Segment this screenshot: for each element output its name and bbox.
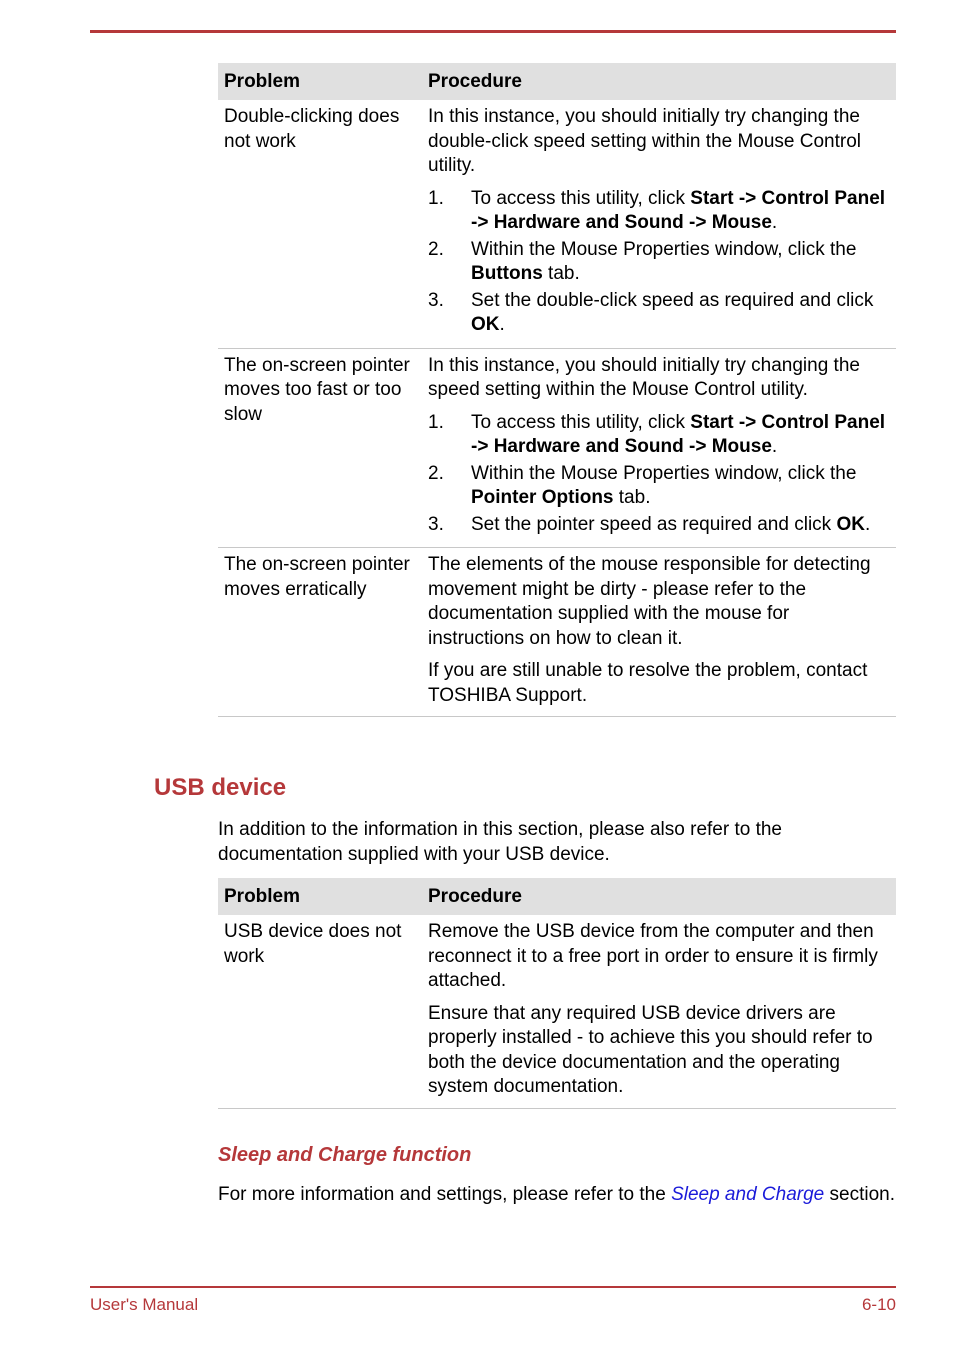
section-heading-usb-device: USB device	[154, 774, 287, 801]
procedure-cell	[422, 100, 896, 348]
step-text-end: .	[499, 314, 505, 335]
step-number: 3.	[428, 513, 444, 535]
sleep-text-end: section.	[824, 1184, 895, 1205]
subsection-heading-sleep-and-charge: Sleep and Charge function	[218, 1144, 472, 1166]
table-row	[218, 548, 896, 717]
table-row	[218, 348, 896, 548]
procedure-paragraph: Ensure that any required USB device drivers are properly installed - to achieve this you should refer to both the device documentation and the operating system documentation.	[428, 1002, 873, 1097]
step-text: To access this utility, click	[471, 187, 691, 209]
step-bold-text: OK	[471, 314, 500, 335]
step-bold-text: Start -> Control Panel -> Hardware and Sound -> Mouse	[471, 411, 886, 457]
step-text: Set the double-click speed as required and click	[471, 289, 874, 311]
procedure-cell	[422, 548, 896, 717]
step-bold-text: Start -> Control Panel -> Hardware and Sound -> Mouse	[471, 187, 886, 233]
procedure-cell	[422, 348, 896, 548]
step-item	[428, 187, 890, 236]
step-number: 2.	[428, 238, 444, 260]
step-item	[428, 289, 890, 338]
procedure-paragraph: Remove the USB device from the computer and then reconnect it to a free port in order to ensure it is firmly attached.	[428, 921, 878, 991]
sleep-text: For more information and settings, please refer to the	[218, 1184, 672, 1205]
mouse-troubleshooting-table	[218, 63, 896, 717]
procedure-steps	[428, 411, 890, 538]
table-header-row	[218, 878, 896, 915]
problem-cell: The on-screen pointer moves too fast or too slow	[218, 348, 422, 548]
step-item	[428, 513, 890, 538]
column-header-problem: Problem	[218, 878, 422, 915]
procedure-intro: In this instance, you should initially try changing the speed setting within the Mouse Control utility.	[428, 354, 860, 400]
column-header-procedure: Procedure	[422, 63, 896, 100]
header-rule	[90, 30, 896, 33]
procedure-steps	[428, 187, 890, 338]
step-text-end: tab.	[613, 487, 651, 508]
step-number: 2.	[428, 462, 444, 484]
procedure-cell	[422, 915, 896, 1108]
step-bold-text: OK	[836, 513, 865, 535]
footer-manual-title: User's Manual	[90, 1295, 199, 1314]
step-text: To access this utility, click	[471, 411, 691, 433]
procedure-paragraph: If you are still unable to resolve the problem, contact TOSHIBA Support.	[428, 660, 868, 706]
step-number: 3.	[428, 289, 444, 311]
usb-troubleshooting-table	[218, 878, 896, 1109]
table-row	[218, 915, 896, 1108]
column-header-problem: Problem	[218, 63, 422, 100]
step-text: Within the Mouse Properties window, click the	[471, 462, 857, 484]
step-bold-text: Buttons	[471, 263, 543, 284]
footer-page-number: 6-10	[861, 1295, 896, 1314]
step-text-end: .	[771, 436, 778, 457]
step-text-end: .	[771, 212, 778, 233]
footer-rule	[90, 1286, 896, 1288]
usb-intro-paragraph: In addition to the information in this section, please also refer to the documentation supplied with your USB device.	[218, 819, 782, 865]
table-row	[218, 100, 896, 348]
step-number: 1.	[428, 411, 444, 433]
column-header-procedure: Procedure	[422, 878, 896, 915]
step-text: Set the pointer speed as required and click	[471, 513, 837, 535]
step-item	[428, 411, 890, 460]
step-item	[428, 462, 890, 511]
procedure-paragraph: The elements of the mouse responsible for detecting movement might be dirty - please refer to the documentation supplied with the mouse for instructions on how to clean it.	[428, 554, 871, 649]
procedure-intro: In this instance, you should initially try changing the double-click speed setting within the Mouse Control utility.	[428, 106, 862, 176]
step-bold-text: Pointer Options	[471, 487, 614, 508]
step-text: Within the Mouse Properties window, click the	[471, 238, 857, 260]
step-text-end: .	[864, 513, 871, 535]
step-item	[428, 238, 890, 287]
problem-cell: The on-screen pointer moves erratically	[218, 548, 422, 717]
table-header-row	[218, 63, 896, 100]
step-number: 1.	[428, 187, 444, 209]
problem-cell: Double-clicking does not work	[218, 100, 422, 348]
problem-cell: USB device does not work	[218, 915, 422, 1108]
sleep-paragraph	[218, 1183, 896, 1208]
sleep-and-charge-link[interactable]: Sleep and Charge	[671, 1184, 825, 1205]
step-text-end: tab.	[542, 263, 580, 284]
